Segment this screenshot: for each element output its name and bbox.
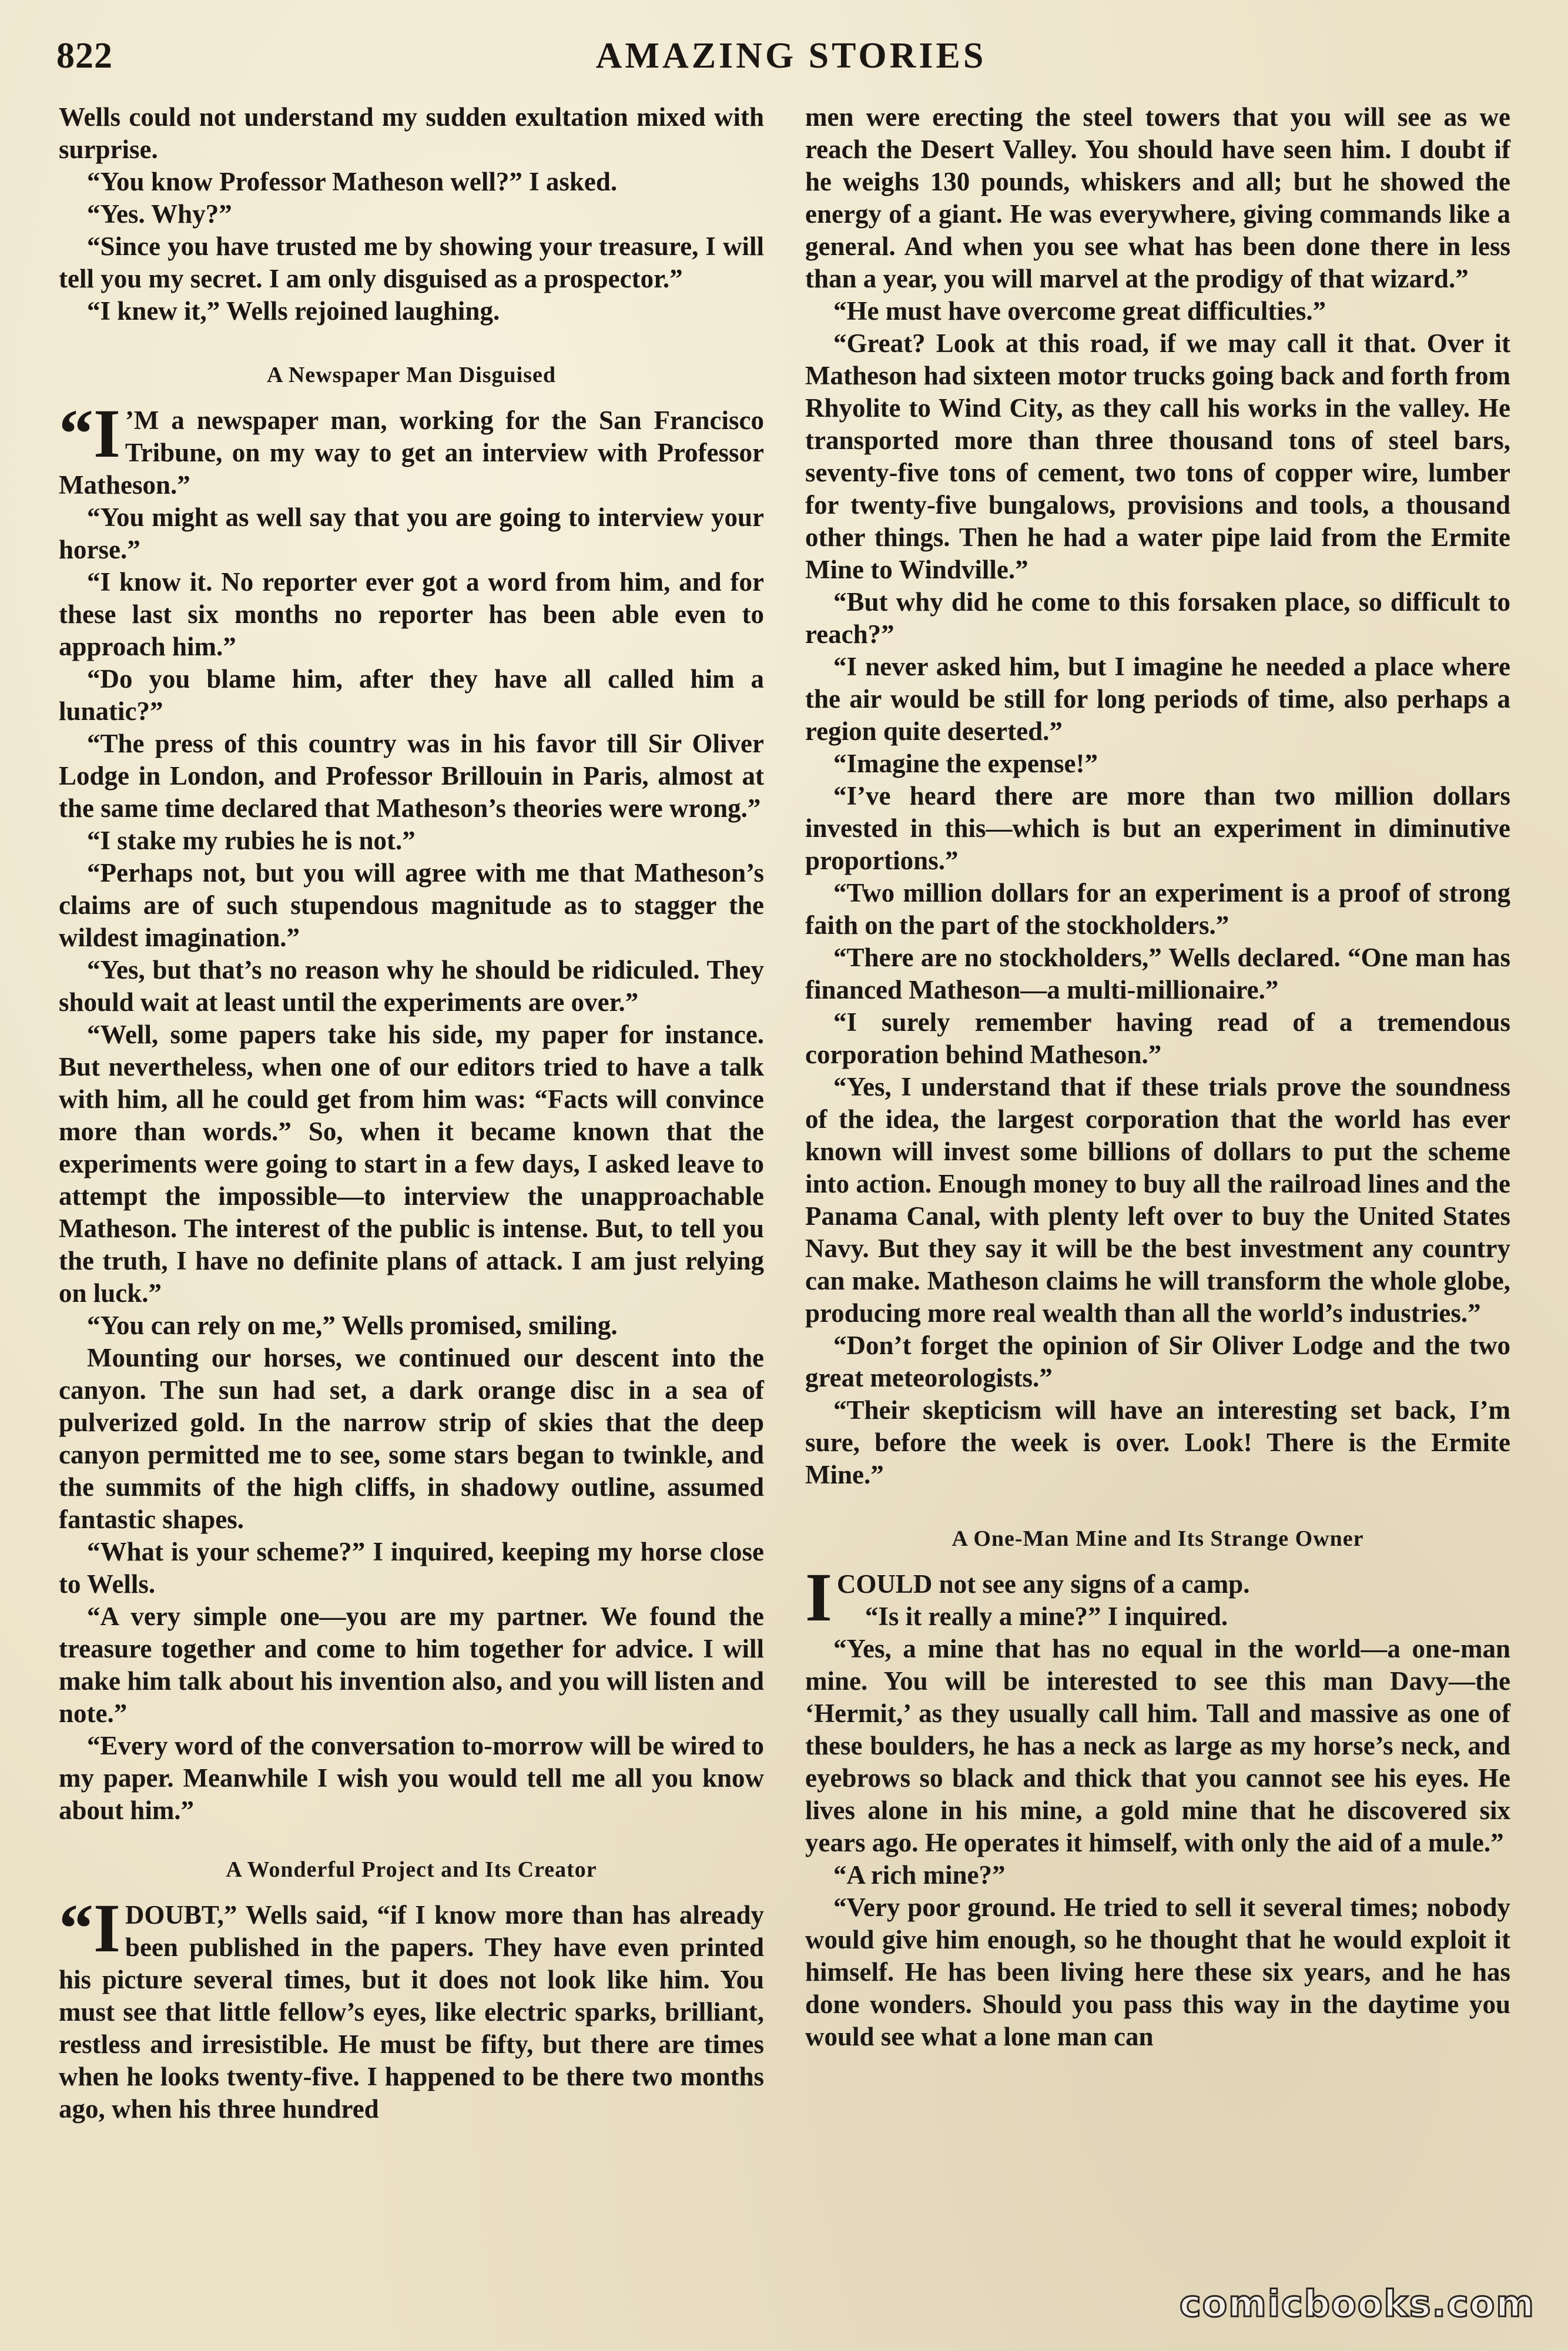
paragraph: “Imagine the expense!” [833,749,1098,778]
dropcap-paragraph: “I DOUBT,” Wells said, “if I know more than has already been published in the papers. They have even printed his picture several times, but it does not look like him. You must see that little fellow’s eyes, like electric sparks, brilliant, restless and irresistible. He must be fifty, but there are times when he looks twenty-five. I happened to be there two months ago, when his three hundred [59,1890,764,2124]
paragraph: “Yes, I understand that if these trials prove the soundness of the idea, the largest corporation that the world has ever known will invest some billions of dollars to put the scheme into action. Enough money to buy all the railroad lines and the Panama Canal, with plenty left over to buy the United States Navy. But they say it will be the best investment any country can make. Matheson claims he will transform the whole globe, producing more real wealth than all the world’s industries.” [805,1072,1510,1328]
paragraph: “Two million dollars for an experiment is a proof of strong faith on the part of the stockholders.” [805,878,1510,940]
page-number: 822 [56,36,113,76]
paragraph: “I surely remember having read of a tremendous corporation behind Matheson.” [805,1007,1510,1069]
left-column [59,101,764,2125]
dropcap-paragraph: I COULD not see any signs of a camp. [805,1559,1250,1636]
drop-cap: “I [59,1890,120,1967]
paragraph: “A very simple one—you are my partner. We found the treasure together and come to him together for advice. I will make him talk about his invention also, and you will listen and note.” [59,1602,764,1728]
paragraph: “The press of this country was in his favor till Sir Oliver Lodge in London, and Professor Brillouin in Paris, almost at the same time declared that Matheson’s theories were wrong.” [59,729,764,823]
paragraph: “You might as well say that you are going to interview your horse.” [59,503,764,564]
paragraph: “I stake my rubies he is not.” [87,826,416,855]
running-title: AMAZING STORIES [595,36,987,76]
section-heading: A Newspaper Man Disguised [267,363,556,387]
drop-cap: I [805,1559,832,1636]
paragraph: “Yes, a mine that has no equal in the world—a one-man mine. You will be interested to see this man Davy—the ‘Hermit,’ as they usually call him. Tall and massive as one of these boulders, he has a neck as large as my horse’s neck, and eyebrows so black and thick that you cannot see his eyes. He lives alone in his mine, a gold mine that he discovered six years ago. He operates it himself, with only the aid of a mule.” [805,1634,1510,1857]
paragraph: “He must have overcome great difficulties.” [833,296,1326,326]
paragraph: “Yes. Why?” [87,199,232,229]
paragraph: “Every word of the conversation to-morrow will be wired to my paper. Meanwhile I wish you would tell me all you know about him.” [59,1731,764,1825]
paragraph: “A rich mine?” [833,1860,1006,1890]
paragraph: men were erecting the steel towers that you will see as we reach the Desert Valley. You should have seen him. I doubt if he weighs 130 pounds, whiskers and all; but he showed the energy of a giant. He was everywhere, giving commands like a general. And when you see what has been done there in less than a year, you will marvel at the prodigy of that wizard.” [805,102,1510,293]
watermark-logo: comicbooks.com [1179,2282,1535,2325]
paragraph: “Well, some papers take his side, my paper for instance. But nevertheless, when one of our editors tried to have a talk with him, all he could get from him was: “Facts will convince more than words.” So, when it became known that the experiments were going to start in a few days, I asked leave to attempt the impossible—to interview the unapproachable Matheson. The interest of the public is intense. But, to tell you the truth, I have no definite plans of attack. I am just relying on luck.” [59,1020,764,1308]
paragraph: “There are no stockholders,” Wells declared. “One man has financed Matheson—a multi-millionaire.” [805,943,1510,1004]
paragraph: “I’ve heard there are more than two million dollars invested in this—which is but an experiment in diminutive proportions.” [805,781,1510,875]
section-heading: A One-Man Mine and Its Strange Owner [951,1526,1364,1551]
paragraph: “Since you have trusted me by showing your treasure, I will tell you my secret. I am only disguised as a prospector.” [59,232,764,293]
paragraph: Wells could not understand my sudden exultation mixed with surprise. [59,102,764,164]
paragraph: “Is it really a mine?” I inquired. [865,1602,1228,1631]
paragraph: “What is your scheme?” I inquired, keeping my horse close to Wells. [59,1537,764,1599]
section-heading: A Wonderful Project and Its Creator [226,1857,597,1882]
paragraph: “Their skepticism will have an interesting set back, I’m sure, before the week is over. Look! There is the Ermite Mine.” [805,1395,1510,1489]
paragraph: Mounting our horses, we continued our descent into the canyon. The sun had set, a dark orange disc in a sea of pulverized gold. In the narrow strip of skies that the deep canyon permitted me to see, some stars began to twinkle, and the summits of the high cliffs, in shadowy outline, assumed fantastic shapes. [59,1343,764,1534]
paragraph: “I know it. No reporter ever got a word from him, and for these last six months no reporter has been able even to approach him.” [59,567,764,661]
paragraph: “Very poor ground. He tried to sell it several times; nobody would give him enough, so he thought that he would exploit it himself. He has been living here these six years, and he has done wonders. Should you pass this way in the daytime you would see what a lone man can [805,1893,1510,2051]
paragraph: “But why did he come to this forsaken place, so difficult to reach?” [805,587,1510,649]
paragraph: “Perhaps not, but you will agree with me that Matheson’s claims are of such stupendous magnitude as to stagger the wildest imagination.” [59,858,764,952]
page-header [56,33,1526,89]
paragraph: “Great? Look at this road, if we may call it that. Over it Matheson had sixteen motor trucks going back and forth from Rhyolite to Wind City, as they call his works in the valley. He transported more than three thousand tons of steel bars, seventy-five tons of cement, two tons of copper wire, lumber for twenty-five bungalows, provisions and tools, a thousand other things. Then he had a water pipe laid from the Ermite Mine to Windville.” [805,329,1510,584]
dropcap-paragraph: “I ’M a newspaper man, working for the San Francisco Tribune, on my way to get an interview with Professor Matheson.” [59,395,764,500]
drop-cap: “I [59,395,120,472]
right-column [805,101,1510,2053]
paragraph: “Do you blame him, after they have all called him a lunatic?” [59,664,764,726]
paragraph: “You know Professor Matheson well?” I asked. [87,167,618,196]
paragraph: “I never asked him, but I imagine he needed a place where the air would be still for long periods of time, also perhaps a region quite deserted.” [805,652,1510,746]
paragraph: “I knew it,” Wells rejoined laughing. [87,296,500,326]
paragraph: “You can rely on me,” Wells promised, smiling. [87,1311,618,1340]
paragraph: “Yes, but that’s no reason why he should be ridiculed. They should wait at least until the experiments are over.” [59,955,764,1017]
paragraph: “Don’t forget the opinion of Sir Oliver Lodge and the two great meteorologists.” [805,1331,1510,1392]
